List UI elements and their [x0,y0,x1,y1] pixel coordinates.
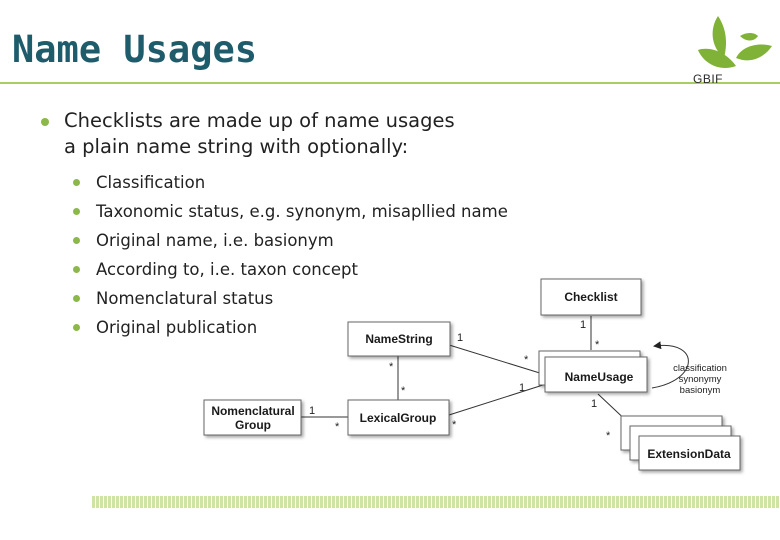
box-extensiondata [621,416,740,470]
sub-bullet-text: Nomenclatural status [96,289,274,308]
self-relation-note-2: synonymy [678,374,722,385]
mult-label: * [335,421,340,433]
mult-label: * [389,361,394,373]
mult-label: 1 [519,382,526,394]
box-lexicalgroup-label: LexicalGroup [359,411,437,425]
sub-bullet-text: According to, i.e. taxon concept [96,260,358,279]
box-namestring-label: NameString [365,332,433,346]
mult-label: 1 [591,398,598,410]
box-lexicalgroup [348,400,449,435]
box-nomgroup-label-2: Group [235,418,271,432]
mult-label: * [524,354,529,366]
mult-label: * [401,385,406,397]
mult-label: 1 [309,405,316,417]
footer-decorative-bar [92,496,780,508]
mult-label: * [452,419,457,431]
self-relation-note-3: basionym [679,385,721,396]
gbif-logo-text: GBIF [693,72,724,86]
sub-bullet-text: Original name, i.e. basionym [96,231,334,250]
box-checklist-label: Checklist [564,290,618,304]
mult-label: 1 [580,319,587,331]
box-nameusage-label: NameUsage [564,370,634,384]
bullet-text-1: Checklists are made up of name usages [64,109,455,132]
slide-title: Name Usages [12,28,258,71]
sub-bullet-text: Classification [96,173,206,192]
bullet-text-2: a plain name string with optionally: [64,135,409,158]
mult-label: 1 [457,332,464,344]
mult-label: * [606,430,611,442]
box-checklist [541,279,641,315]
link-lexical-usage [449,385,543,415]
box-nameusage [539,351,647,392]
box-namestring [348,322,450,356]
mult-label: * [595,339,600,351]
box-nomenclatural-group [204,400,301,435]
sub-bullet-text: Original publication [96,318,258,337]
sub-bullet-text: Taxonomic status, e.g. synonym, misapllied name [96,202,508,221]
box-extensiondata-label: ExtensionData [647,447,731,461]
self-relation-note-1: classification [673,363,727,374]
box-nomgroup-label-1: Nomenclatural [211,404,295,418]
